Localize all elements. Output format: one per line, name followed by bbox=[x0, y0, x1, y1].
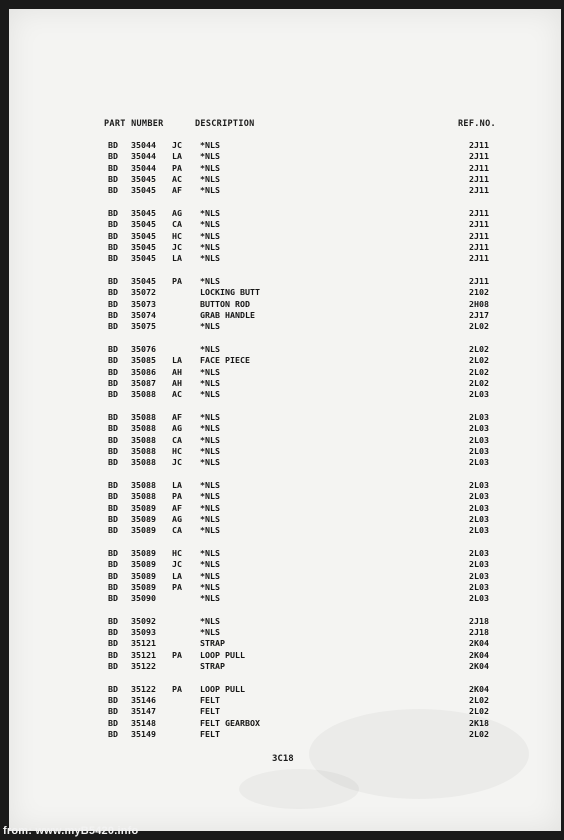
ref-number: 2J11 bbox=[469, 219, 489, 230]
ref-number: 2L03 bbox=[469, 593, 489, 604]
part-number: 35089 bbox=[131, 547, 156, 558]
part-suffix: AF bbox=[172, 185, 182, 196]
paper-smudge bbox=[239, 769, 359, 809]
ref-number: 2K04 bbox=[469, 661, 489, 672]
part-description: *NLS bbox=[200, 547, 220, 558]
part-description: *NLS bbox=[200, 445, 220, 456]
part-description: *NLS bbox=[200, 253, 220, 264]
part-prefix: BD bbox=[108, 389, 118, 400]
part-number: 35044 bbox=[131, 140, 156, 150]
part-prefix: BD bbox=[108, 706, 118, 717]
part-description: FELT bbox=[200, 695, 220, 706]
parts-table bbox=[9, 140, 561, 752]
table-row bbox=[9, 389, 561, 400]
part-number: 35088 bbox=[131, 445, 156, 456]
table-row bbox=[9, 423, 561, 434]
part-suffix: AH bbox=[172, 366, 182, 377]
part-suffix: JC bbox=[172, 140, 182, 150]
table-row bbox=[9, 491, 561, 502]
part-suffix: HC bbox=[172, 445, 182, 456]
table-row bbox=[9, 514, 561, 525]
ref-number: 2L03 bbox=[469, 411, 489, 422]
table-row bbox=[9, 503, 561, 514]
row-group bbox=[9, 140, 561, 196]
part-suffix: JC bbox=[172, 559, 182, 570]
part-prefix: BD bbox=[108, 411, 118, 422]
part-number: 35149 bbox=[131, 729, 156, 740]
part-suffix: PA bbox=[172, 162, 182, 173]
part-description: *NLS bbox=[200, 207, 220, 218]
part-suffix: LA bbox=[172, 253, 182, 264]
part-description: *NLS bbox=[200, 479, 220, 490]
part-prefix: BD bbox=[108, 570, 118, 581]
part-description: *NLS bbox=[200, 627, 220, 638]
row-group bbox=[9, 616, 561, 672]
part-description: FELT bbox=[200, 729, 220, 740]
table-row bbox=[9, 582, 561, 593]
part-description: BUTTON ROD bbox=[200, 298, 250, 309]
part-description: *NLS bbox=[200, 411, 220, 422]
part-number: 35044 bbox=[131, 151, 156, 162]
part-description: *NLS bbox=[200, 275, 220, 286]
part-suffix: AG bbox=[172, 423, 182, 434]
table-row bbox=[9, 185, 561, 196]
part-prefix: BD bbox=[108, 525, 118, 536]
ref-number: 2J18 bbox=[469, 615, 489, 626]
part-description: *NLS bbox=[200, 525, 220, 536]
table-header bbox=[9, 119, 561, 131]
table-row bbox=[9, 661, 561, 672]
part-prefix: BD bbox=[108, 309, 118, 320]
part-description: LOOP PULL bbox=[200, 649, 245, 660]
table-row bbox=[9, 616, 561, 627]
part-prefix: BD bbox=[108, 491, 118, 502]
part-number: 35088 bbox=[131, 389, 156, 400]
part-number: 35122 bbox=[131, 683, 156, 694]
part-description: *NLS bbox=[200, 151, 220, 162]
part-number: 35089 bbox=[131, 559, 156, 570]
header-part-number: PART NUMBER bbox=[104, 119, 164, 129]
table-row bbox=[9, 650, 561, 661]
part-description: *NLS bbox=[200, 593, 220, 604]
table-row bbox=[9, 253, 561, 264]
part-number: 35148 bbox=[131, 717, 156, 728]
part-number: 35045 bbox=[131, 219, 156, 230]
part-number: 35087 bbox=[131, 377, 156, 388]
part-description: *NLS bbox=[200, 581, 220, 592]
table-row bbox=[9, 684, 561, 695]
part-description: *NLS bbox=[200, 513, 220, 524]
part-suffix: AH bbox=[172, 377, 182, 388]
ref-number: 2L03 bbox=[469, 513, 489, 524]
part-description: *NLS bbox=[200, 140, 220, 150]
part-prefix: BD bbox=[108, 423, 118, 434]
part-prefix: BD bbox=[108, 479, 118, 490]
part-prefix: BD bbox=[108, 559, 118, 570]
part-suffix: AG bbox=[172, 207, 182, 218]
row-group bbox=[9, 548, 561, 604]
ref-number: 2L02 bbox=[469, 695, 489, 706]
part-suffix: HC bbox=[172, 230, 182, 241]
table-row bbox=[9, 638, 561, 649]
part-prefix: BD bbox=[108, 366, 118, 377]
part-description: *NLS bbox=[200, 162, 220, 173]
part-number: 35088 bbox=[131, 491, 156, 502]
table-row bbox=[9, 457, 561, 468]
part-number: 35089 bbox=[131, 502, 156, 513]
part-prefix: BD bbox=[108, 162, 118, 173]
table-row bbox=[9, 571, 561, 582]
part-description: *NLS bbox=[200, 615, 220, 626]
table-row bbox=[9, 310, 561, 321]
ref-number: 2L03 bbox=[469, 389, 489, 400]
part-number: 35088 bbox=[131, 434, 156, 445]
ref-number: 2L03 bbox=[469, 423, 489, 434]
part-description: *NLS bbox=[200, 185, 220, 196]
ref-number: 2L02 bbox=[469, 729, 489, 740]
part-prefix: BD bbox=[108, 298, 118, 309]
part-description: STRAP bbox=[200, 638, 225, 649]
part-description: *NLS bbox=[200, 434, 220, 445]
ref-number: 2L02 bbox=[469, 321, 489, 332]
part-number: 35075 bbox=[131, 321, 156, 332]
part-suffix: JC bbox=[172, 457, 182, 468]
part-number: 35146 bbox=[131, 695, 156, 706]
ref-number: 2J17 bbox=[469, 309, 489, 320]
part-prefix: BD bbox=[108, 241, 118, 252]
table-row bbox=[9, 321, 561, 332]
header-ref-no: REF.NO. bbox=[458, 119, 496, 129]
part-suffix: PA bbox=[172, 649, 182, 660]
part-prefix: BD bbox=[108, 581, 118, 592]
part-description: FELT GEARBOX bbox=[200, 717, 260, 728]
part-number: 35090 bbox=[131, 593, 156, 604]
ref-number: 2K04 bbox=[469, 649, 489, 660]
table-row bbox=[9, 287, 561, 298]
part-number: 35089 bbox=[131, 513, 156, 524]
part-prefix: BD bbox=[108, 253, 118, 264]
part-prefix: BD bbox=[108, 513, 118, 524]
ref-number: 2J18 bbox=[469, 627, 489, 638]
part-suffix: CA bbox=[172, 219, 182, 230]
table-row bbox=[9, 480, 561, 491]
part-number: 35045 bbox=[131, 207, 156, 218]
table-row bbox=[9, 525, 561, 536]
part-description: *NLS bbox=[200, 366, 220, 377]
ref-number: 2J11 bbox=[469, 253, 489, 264]
table-row bbox=[9, 446, 561, 457]
part-prefix: BD bbox=[108, 502, 118, 513]
ref-number: 2L03 bbox=[469, 457, 489, 468]
ref-number: 2L03 bbox=[469, 581, 489, 592]
table-row bbox=[9, 695, 561, 706]
part-suffix: LA bbox=[172, 479, 182, 490]
part-number: 35147 bbox=[131, 706, 156, 717]
part-prefix: BD bbox=[108, 207, 118, 218]
part-suffix: AF bbox=[172, 411, 182, 422]
part-suffix: AF bbox=[172, 502, 182, 513]
row-group bbox=[9, 344, 561, 400]
part-description: *NLS bbox=[200, 219, 220, 230]
part-number: 35088 bbox=[131, 423, 156, 434]
row-group bbox=[9, 208, 561, 264]
table-row bbox=[9, 163, 561, 174]
part-number: 35086 bbox=[131, 366, 156, 377]
part-prefix: BD bbox=[108, 230, 118, 241]
part-suffix: LA bbox=[172, 151, 182, 162]
part-description: GRAB HANDLE bbox=[200, 309, 255, 320]
ref-number: 2L03 bbox=[469, 559, 489, 570]
ref-number: 2L03 bbox=[469, 479, 489, 490]
part-suffix: HC bbox=[172, 547, 182, 558]
part-suffix: CA bbox=[172, 525, 182, 536]
part-suffix: AG bbox=[172, 513, 182, 524]
table-row bbox=[9, 706, 561, 717]
table-row bbox=[9, 718, 561, 729]
part-prefix: BD bbox=[108, 695, 118, 706]
part-prefix: BD bbox=[108, 321, 118, 332]
part-suffix: PA bbox=[172, 491, 182, 502]
part-prefix: BD bbox=[108, 434, 118, 445]
table-row bbox=[9, 344, 561, 355]
source-watermark: from: www.myB5420.info bbox=[3, 825, 139, 837]
part-suffix: JC bbox=[172, 241, 182, 252]
part-number: 35089 bbox=[131, 570, 156, 581]
part-number: 35076 bbox=[131, 343, 156, 354]
part-number: 35122 bbox=[131, 661, 156, 672]
part-description: *NLS bbox=[200, 491, 220, 502]
part-prefix: BD bbox=[108, 717, 118, 728]
table-row bbox=[9, 559, 561, 570]
part-description: *NLS bbox=[200, 389, 220, 400]
part-description: *NLS bbox=[200, 241, 220, 252]
table-row bbox=[9, 412, 561, 423]
part-number: 35045 bbox=[131, 275, 156, 286]
part-prefix: BD bbox=[108, 140, 118, 150]
part-prefix: BD bbox=[108, 661, 118, 672]
row-group bbox=[9, 412, 561, 468]
part-prefix: BD bbox=[108, 638, 118, 649]
ref-number: 2J11 bbox=[469, 230, 489, 241]
table-row bbox=[9, 548, 561, 559]
ref-number: 2J11 bbox=[469, 162, 489, 173]
part-description: *NLS bbox=[200, 321, 220, 332]
table-row bbox=[9, 593, 561, 604]
table-row bbox=[9, 151, 561, 162]
ref-number: 2L02 bbox=[469, 377, 489, 388]
document-page bbox=[9, 9, 561, 831]
part-suffix: LA bbox=[172, 355, 182, 366]
part-number: 35045 bbox=[131, 173, 156, 184]
part-number: 35093 bbox=[131, 627, 156, 638]
table-row bbox=[9, 729, 561, 740]
part-number: 35045 bbox=[131, 253, 156, 264]
part-prefix: BD bbox=[108, 275, 118, 286]
part-description: FELT bbox=[200, 706, 220, 717]
part-description: *NLS bbox=[200, 173, 220, 184]
part-prefix: BD bbox=[108, 377, 118, 388]
part-suffix: PA bbox=[172, 581, 182, 592]
part-number: 35088 bbox=[131, 479, 156, 490]
ref-number: 2L02 bbox=[469, 355, 489, 366]
part-suffix: PA bbox=[172, 683, 182, 694]
part-description: *NLS bbox=[200, 230, 220, 241]
part-suffix: PA bbox=[172, 275, 182, 286]
part-description: FACE PIECE bbox=[200, 355, 250, 366]
part-prefix: BD bbox=[108, 547, 118, 558]
row-group bbox=[9, 480, 561, 536]
part-description: *NLS bbox=[200, 570, 220, 581]
part-description: *NLS bbox=[200, 457, 220, 468]
ref-number: 2J11 bbox=[469, 173, 489, 184]
part-prefix: BD bbox=[108, 219, 118, 230]
part-number: 35085 bbox=[131, 355, 156, 366]
part-number: 35044 bbox=[131, 162, 156, 173]
ref-number: 2L02 bbox=[469, 343, 489, 354]
part-number: 35088 bbox=[131, 411, 156, 422]
part-suffix: AC bbox=[172, 389, 182, 400]
part-number: 35089 bbox=[131, 525, 156, 536]
ref-number: 2J11 bbox=[469, 207, 489, 218]
part-description: *NLS bbox=[200, 502, 220, 513]
part-suffix: LA bbox=[172, 570, 182, 581]
part-number: 35121 bbox=[131, 638, 156, 649]
part-prefix: BD bbox=[108, 683, 118, 694]
part-suffix: CA bbox=[172, 434, 182, 445]
part-suffix: AC bbox=[172, 173, 182, 184]
part-description: LOCKING BUTT bbox=[200, 287, 260, 298]
table-row bbox=[9, 231, 561, 242]
part-description: *NLS bbox=[200, 377, 220, 388]
ref-number: 2L03 bbox=[469, 502, 489, 513]
part-number: 35045 bbox=[131, 185, 156, 196]
ref-number: 2K04 bbox=[469, 683, 489, 694]
part-description: *NLS bbox=[200, 423, 220, 434]
ref-number: 2J11 bbox=[469, 275, 489, 286]
part-number: 35074 bbox=[131, 309, 156, 320]
table-row bbox=[9, 355, 561, 366]
part-prefix: BD bbox=[108, 151, 118, 162]
ref-number: 2102 bbox=[469, 287, 489, 298]
part-prefix: BD bbox=[108, 185, 118, 196]
header-description: DESCRIPTION bbox=[195, 119, 255, 129]
part-number: 35073 bbox=[131, 298, 156, 309]
ref-number: 2K18 bbox=[469, 717, 489, 728]
part-prefix: BD bbox=[108, 355, 118, 366]
ref-number: 2L02 bbox=[469, 366, 489, 377]
ref-number: 2K04 bbox=[469, 638, 489, 649]
part-prefix: BD bbox=[108, 615, 118, 626]
part-prefix: BD bbox=[108, 173, 118, 184]
ref-number: 2L03 bbox=[469, 434, 489, 445]
part-description: LOOP PULL bbox=[200, 683, 245, 694]
ref-number: 2J11 bbox=[469, 241, 489, 252]
part-number: 35121 bbox=[131, 649, 156, 660]
ref-number: 2H08 bbox=[469, 298, 489, 309]
table-row bbox=[9, 627, 561, 638]
row-group bbox=[9, 684, 561, 740]
part-description: STRAP bbox=[200, 661, 225, 672]
ref-number: 2L03 bbox=[469, 547, 489, 558]
part-number: 35072 bbox=[131, 287, 156, 298]
part-number: 35045 bbox=[131, 241, 156, 252]
part-number: 35045 bbox=[131, 230, 156, 241]
part-number: 35089 bbox=[131, 581, 156, 592]
ref-number: 2L02 bbox=[469, 706, 489, 717]
part-prefix: BD bbox=[108, 287, 118, 298]
ref-number: 2L03 bbox=[469, 445, 489, 456]
ref-number: 2J11 bbox=[469, 185, 489, 196]
part-prefix: BD bbox=[108, 729, 118, 740]
part-prefix: BD bbox=[108, 457, 118, 468]
table-row bbox=[9, 174, 561, 185]
table-row bbox=[9, 276, 561, 287]
table-row bbox=[9, 299, 561, 310]
part-number: 35088 bbox=[131, 457, 156, 468]
ref-number: 2L03 bbox=[469, 525, 489, 536]
ref-number: 2J11 bbox=[469, 140, 489, 150]
table-row bbox=[9, 435, 561, 446]
table-row bbox=[9, 140, 561, 151]
ref-number: 2L03 bbox=[469, 570, 489, 581]
table-row bbox=[9, 242, 561, 253]
part-description: *NLS bbox=[200, 343, 220, 354]
table-row bbox=[9, 208, 561, 219]
ref-number: 2L03 bbox=[469, 491, 489, 502]
part-prefix: BD bbox=[108, 649, 118, 660]
part-number: 35092 bbox=[131, 615, 156, 626]
table-row bbox=[9, 367, 561, 378]
row-group bbox=[9, 276, 561, 332]
table-row bbox=[9, 219, 561, 230]
part-prefix: BD bbox=[108, 593, 118, 604]
ref-number: 2J11 bbox=[469, 151, 489, 162]
part-prefix: BD bbox=[108, 627, 118, 638]
part-description: *NLS bbox=[200, 559, 220, 570]
part-prefix: BD bbox=[108, 445, 118, 456]
table-row bbox=[9, 378, 561, 389]
page-number: 3C18 bbox=[272, 754, 294, 764]
part-prefix: BD bbox=[108, 343, 118, 354]
